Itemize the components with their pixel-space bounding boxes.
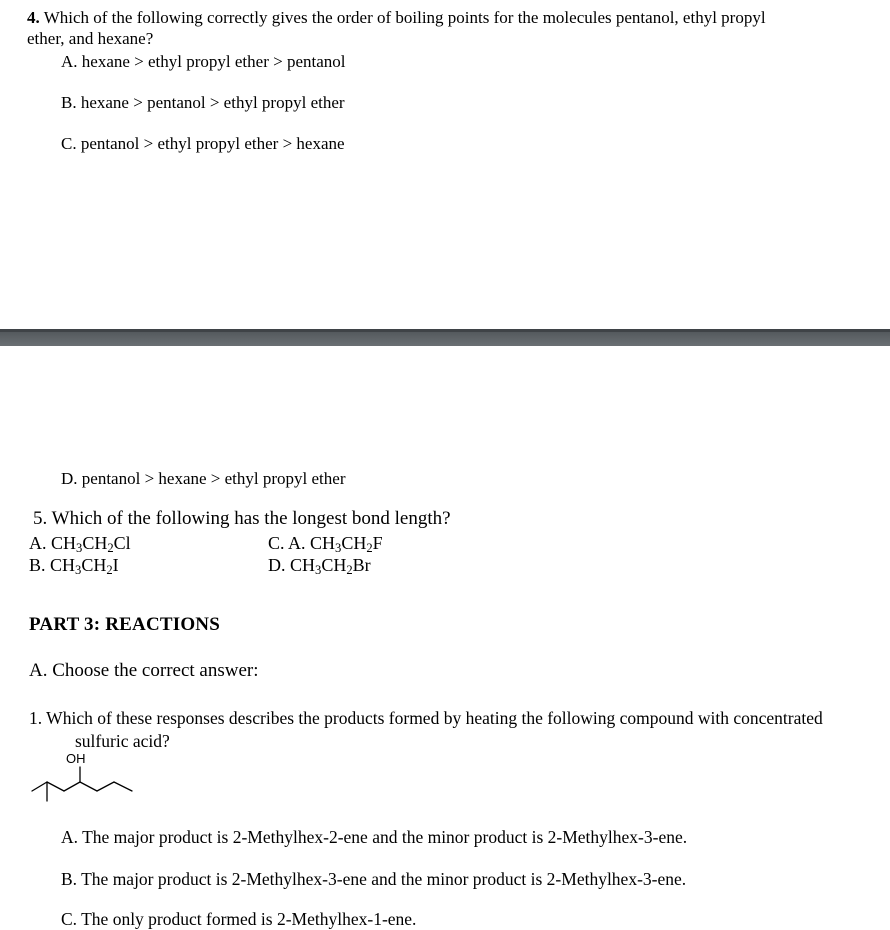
q4-option-d: D. pentanol > hexane > ethyl propyl ether xyxy=(61,469,346,488)
q5-option-c: C. A. $CH_3CH_2F$ xyxy=(268,533,383,556)
q4-text-line1: Which of the following correctly gives the order of boiling points for the molecules pentanol, ethyl propyl xyxy=(43,8,766,27)
r1-option-c: C. The only product formed is 2-Methylhex-1-ene. xyxy=(61,909,417,929)
r1-question-line2: sulfuric acid? xyxy=(75,731,170,751)
r1-question-line1: 1. Which of these responses describes the products formed by heating the following compound with concentrated xyxy=(29,708,823,728)
part3-heading: PART 3: REACTIONS xyxy=(29,614,220,635)
q4-option-b: B. hexane > pentanol > ethyl propyl ether xyxy=(61,93,345,112)
page-break-divider xyxy=(0,329,890,346)
q4-question-line2: ether, and hexane? xyxy=(27,29,154,48)
q5-question: 5. Which of the following has the longest bond length? xyxy=(33,508,451,529)
q4-question-line1 xyxy=(27,8,766,28)
q4-number: 4. xyxy=(27,8,40,27)
q5-option-a: A. $CH_3CH_2Cl$ xyxy=(29,533,131,556)
molecule-structure-icon xyxy=(28,763,138,808)
q5-option-b: B. $CH_3CH_2I$ xyxy=(29,555,119,578)
q4-option-c: C. pentanol > ethyl propyl ether > hexane xyxy=(61,134,345,153)
q5-option-d: D. $CH_3CH_2Br$ xyxy=(268,555,371,578)
molecule-oh-label: OH xyxy=(66,751,86,766)
r1-option-b: B. The major product is 2-Methylhex-3-ene and the minor product is 2-Methylhex-3-ene. xyxy=(61,869,687,889)
part3-subheading: A. Choose the correct answer: xyxy=(29,660,259,681)
r1-option-a: A. The major product is 2-Methylhex-2-ene and the minor product is 2-Methylhex-3-ene. xyxy=(61,827,688,847)
q4-option-a: A. hexane > ethyl propyl ether > pentanol xyxy=(61,52,346,71)
